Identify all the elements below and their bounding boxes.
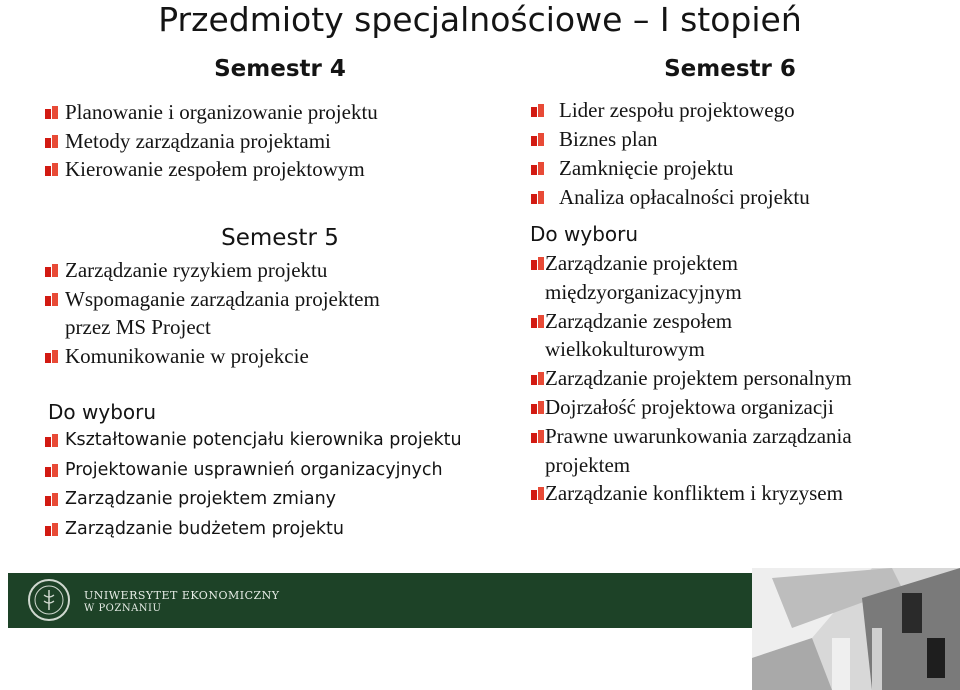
bullet-icon (531, 372, 544, 385)
semester-6-list (531, 96, 810, 212)
list-item: Zarządzanie konfliktem i kryzysem (531, 479, 852, 508)
bullet-icon (45, 106, 58, 119)
bullet-icon (45, 434, 58, 447)
list-item: Metody zarządzania projektami (45, 127, 378, 156)
bullet-icon (531, 104, 544, 117)
list-item-continuation: wielkokulturowym (545, 337, 705, 362)
bullet-icon (45, 464, 58, 477)
semester-5-list (45, 256, 380, 370)
list-item: Zarządzanie projektem (531, 249, 852, 278)
university-name: UNIWERSYTET EKONOMICZNY W POZNANIU (84, 589, 280, 614)
semester-4-heading: Semestr 4 (214, 56, 346, 82)
building-photo (752, 568, 960, 690)
list-item: Analiza opłacalności projektu (531, 183, 810, 212)
list-item: Zarządzanie projektem zmiany (45, 485, 462, 515)
list-item-continuation: międzyorganizacyjnym (545, 279, 742, 304)
bullet-icon (45, 293, 58, 306)
list-item: Zarządzanie zespołem (531, 307, 852, 336)
bullet-icon (531, 315, 544, 328)
list-item: Zarządzanie ryzykiem projektu (45, 256, 380, 285)
bullet-icon (531, 162, 544, 175)
bullet-icon (45, 493, 58, 506)
semester-4-list (45, 98, 378, 184)
list-item: Wspomaganie zarządzania projektem (45, 285, 380, 314)
university-seal-icon (28, 579, 70, 621)
page-title: Przedmioty specjalnościowe – I stopień (158, 0, 802, 39)
list-item: Planowanie i organizowanie projektu (45, 98, 378, 127)
bullet-icon (531, 401, 544, 414)
list-item: Kierowanie zespołem projektowym (45, 155, 378, 184)
list-item: Projektowanie usprawnień organizacyjnych (45, 456, 462, 486)
list-item: Zarządzanie projektem personalnym (531, 364, 852, 393)
semester-5-elective-list (45, 426, 462, 544)
semester-6-elective-list (531, 249, 852, 508)
list-item: Dojrzałość projektowa organizacji (531, 393, 852, 422)
bullet-icon (531, 487, 544, 500)
list-item: Biznes plan (531, 125, 810, 154)
semester-5-heading: Semestr 5 (221, 225, 339, 251)
bullet-icon (531, 133, 544, 146)
list-item: Kształtowanie potencjału kierownika projektu (45, 426, 462, 456)
bullet-icon (45, 163, 58, 176)
list-item: Lider zespołu projektowego (531, 96, 810, 125)
list-item: Zamknięcie projektu (531, 154, 810, 183)
semester-5-elective-heading: Do wyboru (48, 400, 157, 424)
bullet-icon (531, 191, 544, 204)
bullet-icon (45, 523, 58, 536)
bullet-icon (531, 430, 544, 443)
list-item: Prawne uwarunkowania zarządzania (531, 422, 852, 451)
bullet-icon (45, 135, 58, 148)
bullet-icon (45, 350, 58, 363)
bullet-icon (45, 264, 58, 277)
list-item: Zarządzanie budżetem projektu (45, 515, 462, 545)
list-item-continuation: projektem (545, 452, 631, 477)
list-item: Komunikowanie w projekcie (45, 342, 380, 371)
semester-6-heading: Semestr 6 (664, 56, 796, 82)
semester-6-elective-heading: Do wyboru (530, 222, 639, 246)
list-item-continuation: przez MS Project (65, 315, 211, 339)
bullet-icon (531, 257, 544, 270)
